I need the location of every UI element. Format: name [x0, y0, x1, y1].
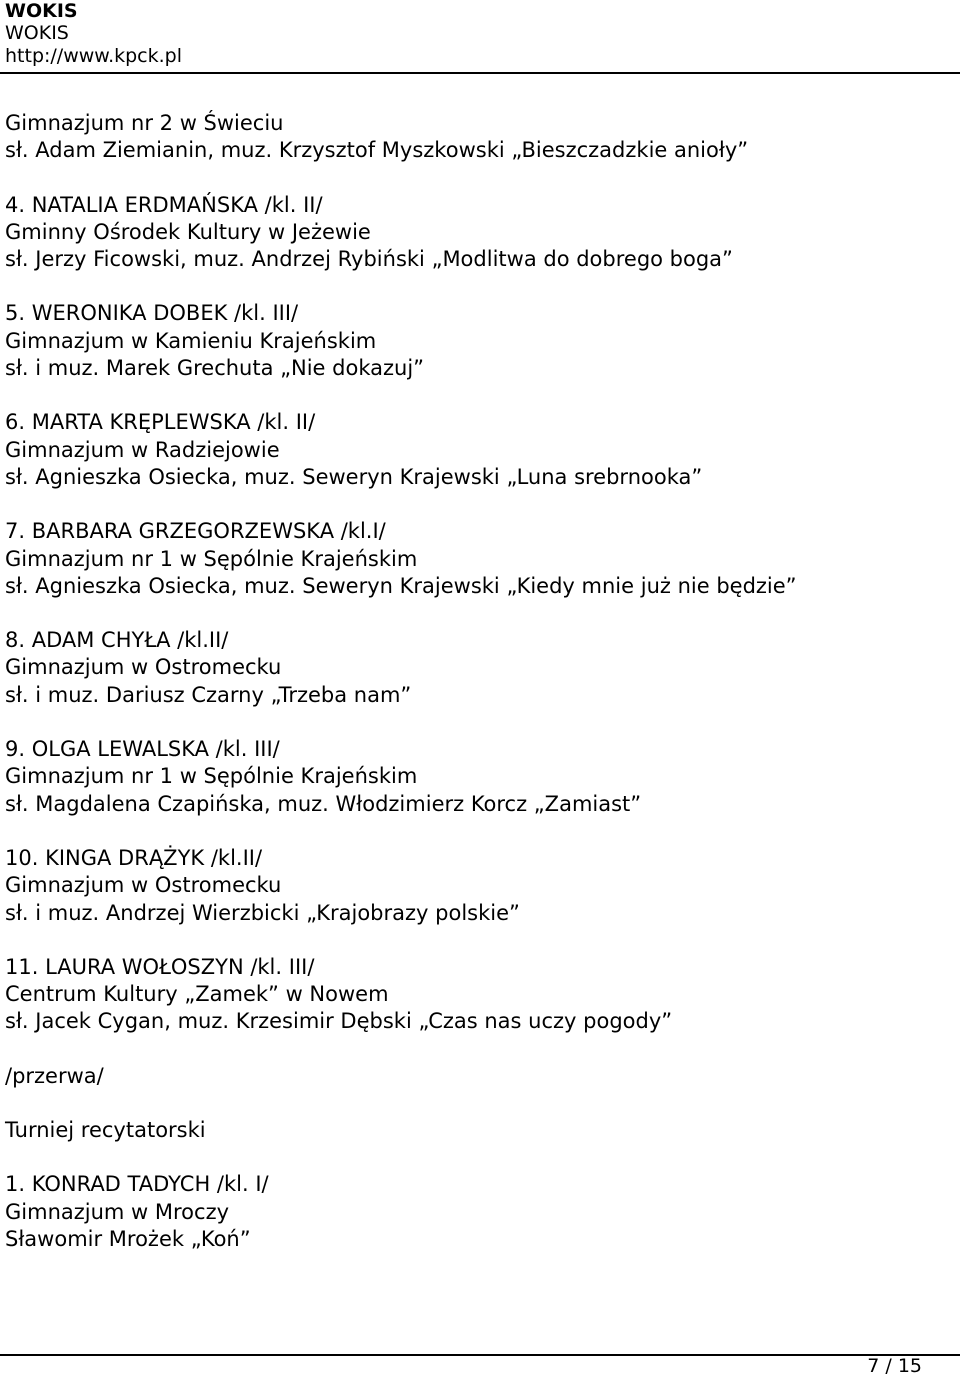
entry-block [5, 954, 945, 1036]
header-url: http://www.kpck.pl [5, 45, 183, 67]
break-block [5, 1063, 945, 1090]
entry-line: Centrum Kultury „Zamek” w Nowem [5, 982, 389, 1007]
entry-line: 8. ADAM CHYŁA /kl.II/ [5, 628, 229, 653]
entry-line: sł. Jerzy Ficowski, muz. Andrzej Rybiński „Modlitwa do dobrego boga” [5, 247, 733, 272]
entry-block [5, 409, 945, 491]
entry-line: sł. i muz. Marek Grechuta „Nie dokazuj” [5, 356, 425, 381]
header-subtitle: WOKIS [5, 22, 69, 44]
entry-line: 5. WERONIKA DOBEK /kl. III/ [5, 301, 299, 326]
page-number: 7 / 15 [867, 1355, 922, 1377]
entry-block [5, 300, 945, 382]
entry-line: Gimnazjum nr 1 w Sępólnie Krajeńskim [5, 764, 418, 789]
entry-line: 10. KINGA DRĄŻYK /kl.II/ [5, 845, 263, 870]
entry-block [5, 736, 945, 818]
footer-divider [0, 1354, 960, 1356]
entry-line: 9. OLGA LEWALSKA /kl. III/ [5, 737, 280, 762]
entry-line: sł. i muz. Dariusz Czarny „Trzeba nam” [5, 682, 412, 707]
entry-line: Gimnazjum w Ostromecku [5, 655, 282, 680]
entry-block [5, 627, 945, 709]
entry-block [5, 518, 945, 600]
entry-line: sł. Magdalena Czapińska, muz. Włodzimierz Korcz „Zamiast” [5, 791, 642, 816]
entry-line: Sławomir Mrożek „Koń” [5, 1226, 251, 1251]
entry-line: sł. i muz. Andrzej Wierzbicki „Krajobrazy polskie” [5, 900, 520, 925]
entry-block [5, 1171, 945, 1253]
entry-line: 4. NATALIA ERDMAŃSKA /kl. II/ [5, 192, 323, 217]
entry-line: 11. LAURA WOŁOSZYN /kl. III/ [5, 954, 315, 979]
entry-line: Gimnazjum nr 2 w Świeciu [5, 111, 284, 135]
section-heading: Turniej recytatorski [5, 1118, 206, 1143]
entry-line: Gminny Ośrodek Kultury w Jeżewie [5, 219, 371, 244]
entry-line: sł. Adam Ziemianin, muz. Krzysztof Myszkowski „Bieszczadzkie anioły” [5, 138, 749, 163]
entry-line: 6. MARTA KRĘPLEWSKA /kl. II/ [5, 410, 316, 435]
entry-block [5, 192, 945, 274]
entry-block [5, 110, 945, 165]
entry-line: Gimnazjum w Mroczy [5, 1199, 230, 1224]
header-divider [0, 72, 960, 74]
entry-line: sł. Jacek Cygan, muz. Krzesimir Dębski „Czas nas uczy pogody” [5, 1009, 673, 1034]
page-header [5, 0, 955, 68]
entry-line: Gimnazjum w Ostromecku [5, 873, 282, 898]
entry-line: sł. Agnieszka Osiecka, muz. Seweryn Krajewski „Luna srebrnooka” [5, 464, 703, 489]
break-label: /przerwa/ [5, 1063, 104, 1088]
entry-line: Gimnazjum w Kamieniu Krajeńskim [5, 328, 377, 353]
header-title: WOKIS [5, 0, 78, 22]
entry-line: Gimnazjum nr 1 w Sępólnie Krajeńskim [5, 546, 418, 571]
entry-line: sł. Agnieszka Osiecka, muz. Seweryn Krajewski „Kiedy mnie już nie będzie” [5, 573, 797, 598]
entry-line: 1. KONRAD TADYCH /kl. I/ [5, 1172, 269, 1197]
entry-line: Gimnazjum w Radziejowie [5, 437, 280, 462]
section-block [5, 1117, 945, 1144]
entry-block [5, 845, 945, 927]
entry-line: 7. BARBARA GRZEGORZEWSKA /kl.I/ [5, 519, 386, 544]
document-body [5, 110, 945, 1280]
